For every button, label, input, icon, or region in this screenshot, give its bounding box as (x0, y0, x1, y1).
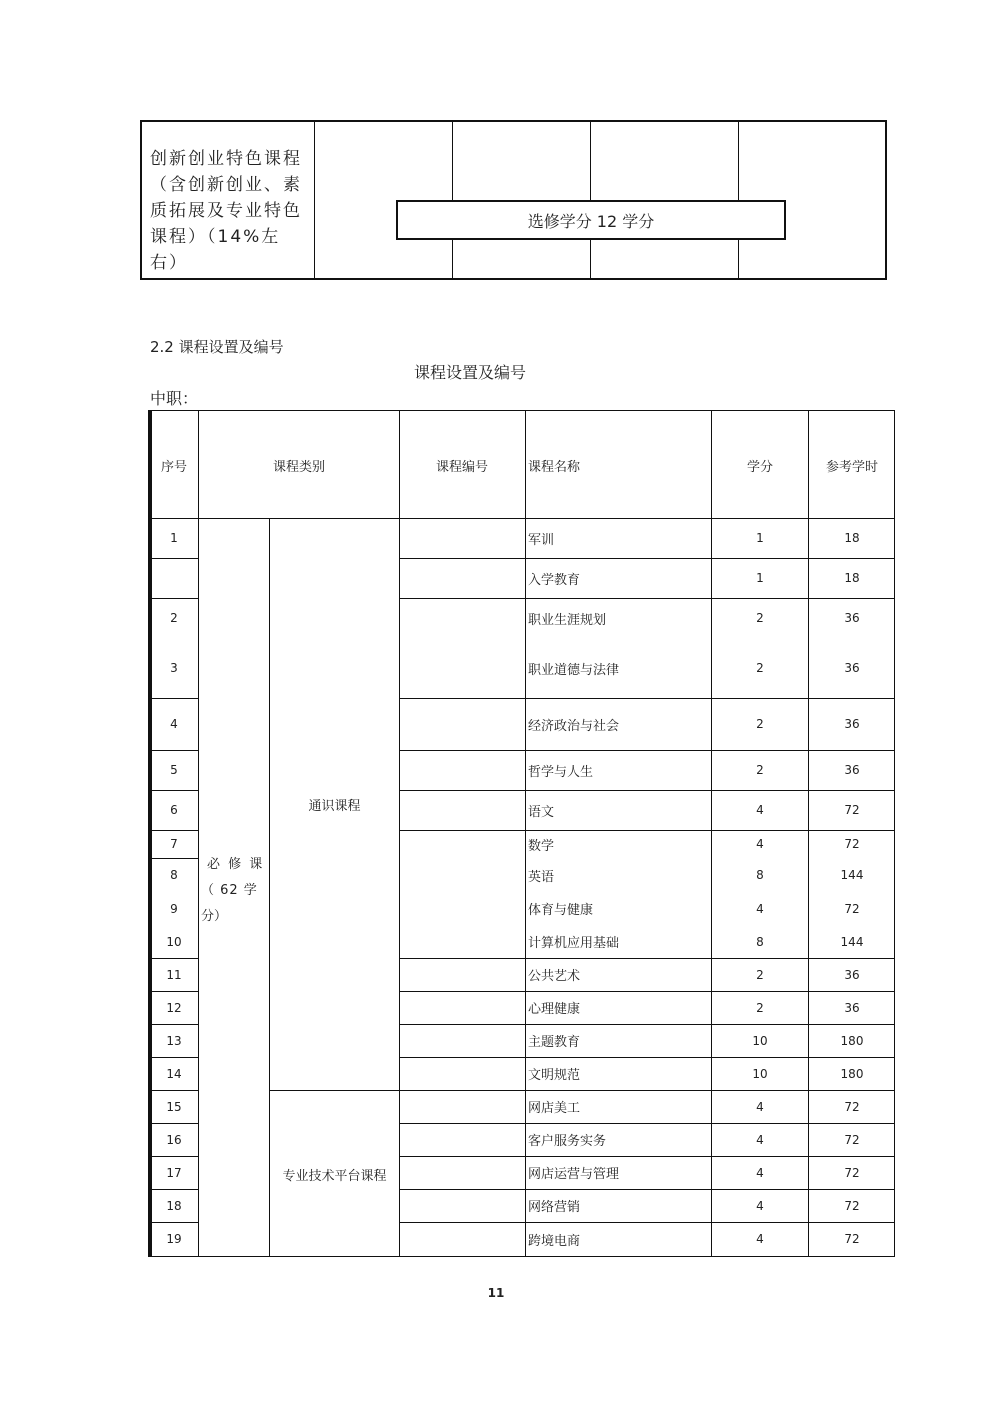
cell-name: 心理健康 (528, 1002, 581, 1017)
elective-credit-box (396, 200, 786, 240)
cell-credit: 4 (756, 1099, 764, 1114)
cell-credit: 1 (756, 571, 764, 585)
cell-seq: 3 (170, 661, 178, 675)
header-credit: 学分 (746, 459, 773, 475)
cell-seq: 4 (170, 717, 178, 731)
cell-seq: 13 (166, 1033, 182, 1048)
cell-hours: 36 (844, 967, 860, 982)
cell-credit: 2 (756, 717, 764, 731)
cell-seq: 8 (170, 868, 178, 882)
secondary-vocational-label: 中职： (150, 389, 199, 408)
cell-hours: 72 (844, 803, 860, 817)
cell-seq (150, 558, 198, 598)
cell-name: 网络营销 (528, 1200, 581, 1215)
cell-name: 客户服务实务 (528, 1134, 607, 1149)
cell-credit: 2 (756, 611, 764, 625)
cell-name: 军训 (528, 532, 555, 548)
header-category: 课程类别 (272, 459, 325, 475)
cell-hours: 72 (844, 1165, 860, 1180)
cell-name: 英语 (528, 869, 555, 885)
cell-hours: 72 (844, 901, 860, 916)
cell-credit: 8 (756, 868, 764, 882)
grid-line (198, 410, 199, 1257)
grid-line (269, 1090, 399, 1091)
cell-credit: 4 (756, 1198, 764, 1213)
required-label-line1: 必 修 课 (207, 857, 265, 872)
cell-name: 哲学与人生 (528, 764, 594, 780)
cell-credit: 4 (756, 1165, 764, 1180)
cell-name: 跨境电商 (528, 1233, 581, 1249)
cell-name: 语文 (528, 804, 555, 820)
cell-name: 体育与健康 (528, 903, 594, 918)
page-number: 11 (487, 1286, 505, 1300)
header-name: 课程名称 (528, 459, 581, 475)
cell-seq: 12 (166, 1000, 182, 1015)
table-title: 课程设置及编号 (414, 363, 527, 382)
cell-name: 入学教育 (528, 572, 581, 588)
cell-credit: 4 (756, 803, 764, 817)
cell-hours: 18 (844, 571, 860, 585)
cell-hours: 72 (844, 1099, 860, 1114)
cell-credit: 4 (756, 837, 764, 851)
cell-name: 计算机应用基础 (528, 936, 620, 951)
cell-name: 主题教育 (528, 1035, 581, 1050)
cell-name: 职业生涯规划 (528, 612, 607, 628)
cell-hours: 36 (844, 661, 860, 675)
cell-credit: 4 (756, 1132, 764, 1147)
grid-line (808, 410, 809, 1257)
cell-name: 数学 (528, 838, 555, 854)
cell-credit: 2 (756, 763, 764, 777)
cell-hours: 36 (844, 717, 860, 731)
cell-seq: 19 (166, 1232, 182, 1246)
cell-hours: 72 (844, 1132, 860, 1147)
cell-name: 网店美工 (528, 1101, 581, 1116)
cell-hours: 36 (844, 1000, 860, 1015)
cell-credit: 8 (756, 934, 764, 949)
grid-line (269, 518, 270, 1257)
cell-credit: 4 (756, 901, 764, 916)
cell-credit: 2 (756, 661, 764, 675)
required-label-line3: 分） (201, 909, 228, 924)
cell-seq: 10 (166, 934, 182, 949)
header-seq: 序号 (160, 459, 187, 475)
cell-credit: 10 (752, 1066, 768, 1081)
cell-credit: 4 (756, 1232, 764, 1246)
cell-hours: 36 (844, 611, 860, 625)
cell-hours: 18 (844, 531, 860, 545)
cell-seq: 9 (170, 901, 178, 916)
cell-seq: 5 (170, 763, 178, 777)
cell-credit: 10 (752, 1033, 768, 1048)
cell-name: 文明规范 (528, 1068, 581, 1083)
cell-seq: 1 (170, 531, 178, 545)
cell-hours: 72 (844, 837, 860, 851)
cell-hours: 36 (844, 763, 860, 777)
section-heading: 2.2 课程设置及编号 (150, 338, 284, 356)
cell-hours: 180 (840, 1033, 864, 1048)
header-hours: 参考学时 (825, 459, 878, 475)
cell-seq: 14 (166, 1066, 182, 1081)
cell-name: 经济政治与社会 (528, 718, 620, 734)
cell-seq: 6 (170, 803, 178, 817)
professional-platform-label: 专业技术平台课程 (282, 1168, 387, 1184)
cell-seq: 17 (166, 1165, 182, 1180)
top-table-divider (314, 120, 315, 280)
required-course-label (201, 852, 269, 930)
cell-hours: 144 (840, 934, 864, 949)
innovation-category-label: 创新创业特色课程（含创新创业、素质拓展及专业特色课程）（14%左右） (150, 149, 302, 273)
cell-hours: 180 (840, 1066, 864, 1081)
general-course-label: 通识课程 (308, 798, 361, 814)
cell-credit: 2 (756, 1000, 764, 1015)
cell-seq: 15 (166, 1099, 182, 1114)
cell-name: 职业道德与法律 (528, 662, 620, 678)
cell-credit: 2 (756, 967, 764, 982)
cell-seq: 2 (170, 611, 178, 625)
header-code: 课程编号 (435, 459, 488, 475)
elective-credit-text: 选修学分 12 学分 (527, 211, 655, 231)
cell-hours: 144 (840, 868, 864, 882)
cell-name: 公共艺术 (528, 969, 581, 984)
cell-seq: 18 (166, 1198, 182, 1213)
cell-hours: 72 (844, 1198, 860, 1213)
cell-seq: 16 (166, 1132, 182, 1147)
cell-seq: 11 (166, 967, 182, 982)
cell-name: 网店运营与管理 (528, 1167, 620, 1182)
grid-line (399, 410, 400, 1257)
cell-seq: 7 (170, 837, 178, 851)
cell-credit: 1 (756, 531, 764, 545)
cell-hours: 72 (844, 1232, 860, 1246)
required-label-line2: （ 62 学 (201, 883, 258, 898)
